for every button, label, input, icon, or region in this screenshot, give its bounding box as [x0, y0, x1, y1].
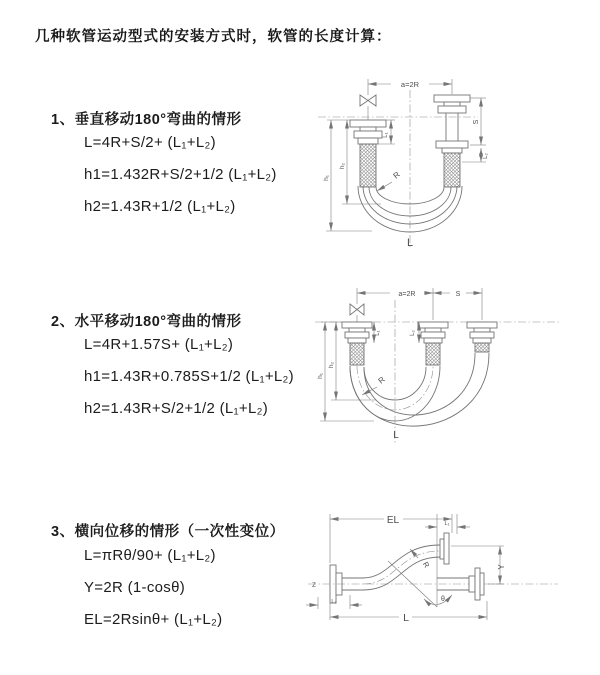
dim-label-y: Y	[497, 564, 506, 570]
dimension-a2r	[357, 288, 482, 320]
dim-label-h1: h₁	[317, 373, 324, 379]
angle-label-theta: θ	[441, 596, 445, 603]
formula-line: h2=1.43R+1/2 (L₁+L₂)	[84, 198, 236, 215]
formula-line: h1=1.432R+S/2+1/2 (L₁+L₂)	[84, 166, 277, 183]
dimension-l1	[374, 322, 381, 343]
section-3-formulas	[84, 540, 222, 636]
dimension-s	[433, 291, 482, 298]
section-2-formulas	[84, 329, 294, 425]
dim-label-s: S	[473, 119, 480, 125]
diagram-horizontal-180-bend	[305, 280, 600, 465]
dim-label-l1: L₁	[383, 132, 389, 138]
dim-label-h2: h₂	[339, 162, 346, 170]
dim-label-r: R	[420, 560, 432, 570]
section-1-formulas	[84, 127, 277, 223]
radius-callout	[377, 170, 402, 191]
dim-label-r: R	[391, 169, 402, 181]
valve-icon	[350, 304, 364, 322]
length-label: L	[403, 612, 409, 624]
dimension-l2	[462, 148, 489, 162]
hose-braid	[350, 343, 364, 365]
dim-label-l1: L₁	[444, 521, 450, 527]
dim-label-r: R	[376, 374, 387, 386]
section-3-heading: 3、横向位移的情形（一次性变位）	[51, 524, 285, 540]
diagram-lateral-displacement	[298, 500, 600, 650]
length-label: L	[393, 430, 399, 441]
hose-braid	[426, 343, 440, 365]
formula-line: L=πRθ/90+ (L₁+L₂)	[84, 547, 216, 564]
dim-label-l2: L₂	[483, 153, 489, 159]
diagram-vertical-180-bend	[310, 70, 600, 260]
dim-label-a2r: a=2R	[400, 80, 420, 89]
formula-line: L=4R+1.57S+ (L₁+L₂)	[84, 336, 234, 353]
left-pipe-fitting	[342, 322, 372, 365]
dim-label-el: EL	[386, 515, 400, 526]
hose-braid	[444, 153, 460, 187]
dim-label-s: S	[455, 291, 461, 298]
formula-line: L=4R+S/2+ (L₁+L₂)	[84, 134, 216, 151]
dim-label-l1: L₁	[375, 330, 381, 336]
section-1-heading: 1、垂直移动180°弯曲的情形	[51, 112, 242, 128]
section-2-heading: 2、水平移动180°弯曲的情形	[51, 314, 242, 330]
formula-line: h2=1.43R+S/2+1/2 (L₁+L₂)	[84, 400, 269, 417]
dimension-el	[330, 514, 452, 563]
valve-icon	[360, 95, 376, 120]
datum-mark: Z	[312, 583, 316, 589]
dimension-s	[470, 98, 486, 145]
formula-line: Y=2R (1-cosθ)	[84, 579, 186, 596]
hose-braid	[475, 343, 489, 352]
page-title: 几种软管运动型式的安装方式时，软管的长度计算：	[35, 29, 392, 45]
displaced-flange	[440, 533, 449, 564]
dim-label-h1: h₁	[323, 175, 330, 181]
dim-label-l2: L₂	[331, 599, 337, 605]
formula-line: EL=2Rsinθ+ (L₁+L₂)	[84, 611, 223, 628]
dimension-l	[330, 601, 487, 624]
length-label: L	[406, 237, 414, 249]
right-pipe-fitting	[434, 95, 470, 187]
middle-pipe-fitting	[418, 322, 448, 365]
dim-label-a2r: a=2R	[398, 291, 416, 298]
hose-s-curve	[363, 545, 440, 590]
left-pipe-fitting	[350, 120, 386, 187]
right-pipe-fitting	[467, 322, 497, 352]
hose-u-bend-displaced	[350, 353, 489, 426]
dim-label-l2: L₂	[410, 330, 416, 336]
dim-label-h2: h₂	[328, 361, 335, 369]
formula-line: h1=1.43R+0.785S+1/2 (L₁+L₂)	[84, 368, 294, 385]
hose-braid	[360, 144, 376, 187]
